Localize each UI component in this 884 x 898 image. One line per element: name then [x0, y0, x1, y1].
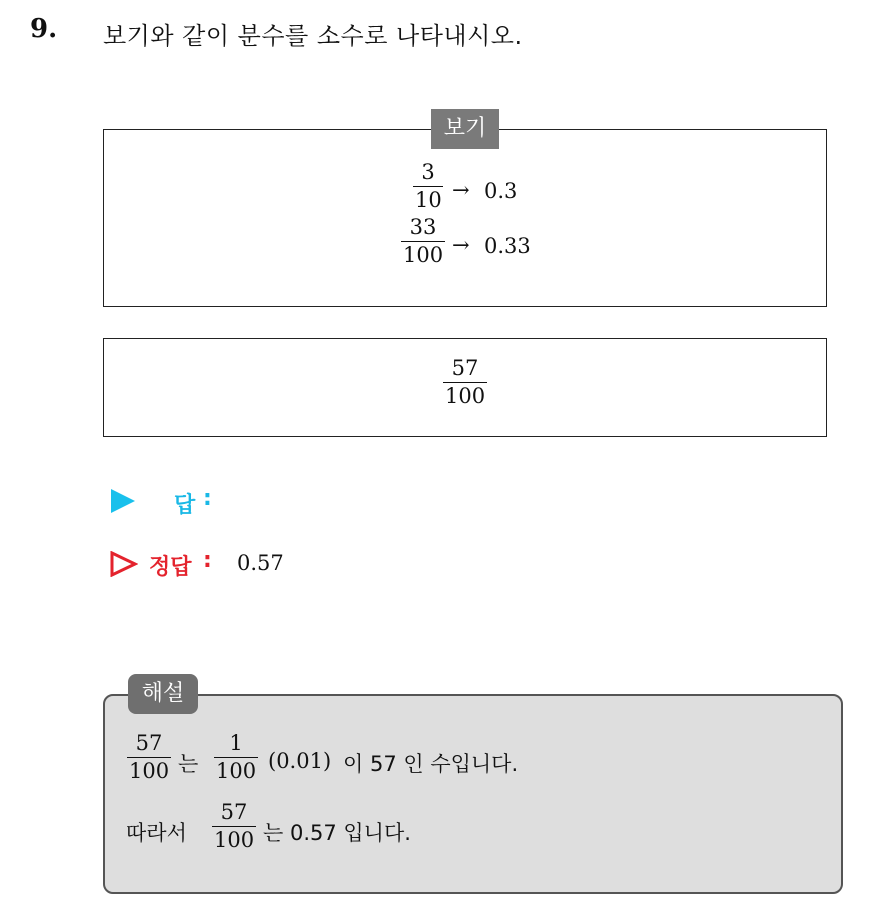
numerator: 1: [214, 733, 258, 758]
correct-colon: :: [203, 548, 212, 573]
answer-play-icon: [111, 489, 135, 513]
arrow: →: [452, 178, 470, 202]
numerator: 57: [127, 733, 171, 758]
explanation-prefix: 따라서: [126, 821, 187, 845]
numerator: 33: [401, 217, 445, 242]
example-label: 보기: [431, 109, 499, 149]
example-box: [103, 129, 827, 307]
example-fraction-1: [413, 162, 443, 211]
explanation-fraction-57-100: [127, 733, 171, 782]
problem-fraction: [443, 358, 487, 407]
denominator: 100: [129, 759, 170, 783]
correct-label: 정답: [149, 555, 192, 580]
denominator: 10: [415, 188, 442, 212]
explanation-text: 는: [178, 752, 199, 776]
denominator: 100: [445, 384, 486, 408]
correct-play-outline-icon: [110, 551, 138, 577]
numerator: 57: [212, 802, 256, 827]
explanation-suffix: 는 0.57 입니다.: [263, 821, 411, 845]
arrow: →: [452, 233, 470, 257]
question-number: 9.: [30, 14, 58, 44]
explanation-text: 이 57 인 수입니다.: [343, 752, 519, 776]
question-text: 보기와 같이 분수를 소수로 나타내시오.: [103, 22, 523, 50]
explanation-fraction-57-100-2: [212, 802, 256, 851]
explanation-box: [103, 694, 843, 894]
numerator: 3: [413, 162, 443, 187]
example-result-1: 0.3: [484, 179, 518, 203]
answer-label: 답: [174, 493, 196, 518]
example-fraction-2: [401, 217, 445, 266]
explanation-label: 해설: [128, 674, 198, 714]
explanation-fraction-1-100: [214, 733, 258, 782]
denominator: 100: [216, 759, 257, 783]
correct-value: 0.57: [237, 551, 284, 575]
answer-colon: :: [203, 486, 212, 511]
denominator: 100: [214, 828, 255, 852]
example-result-2: 0.33: [484, 234, 531, 258]
denominator: 100: [403, 243, 444, 267]
numerator: 57: [443, 358, 487, 383]
explanation-decimal: (0.01): [268, 749, 332, 773]
